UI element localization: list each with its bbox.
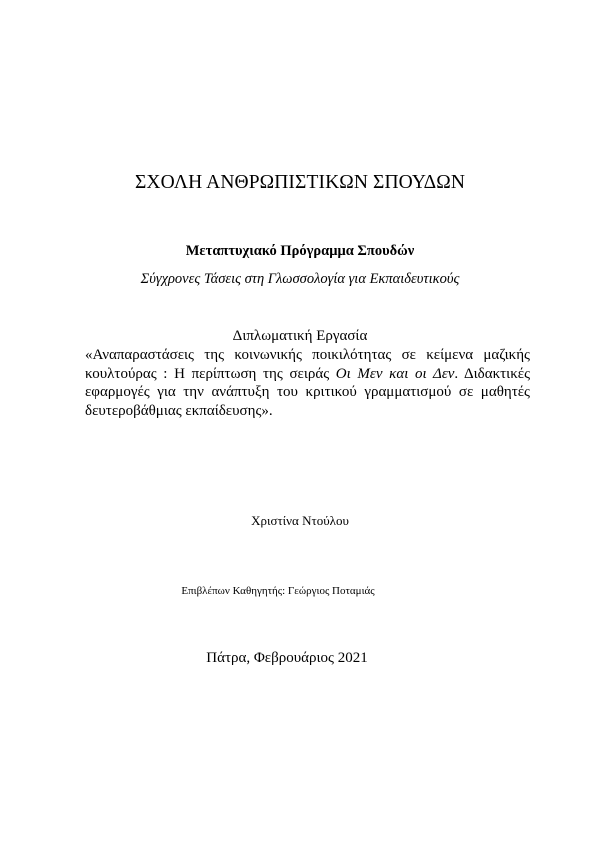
thesis-title-text: κουλτούρας : Η περίπτωση της σειράς (85, 365, 330, 382)
series-name: Οι Μεν και οι Δεν (335, 365, 455, 382)
thesis-title (85, 346, 530, 421)
thesis-title-line: δευτεροβάθμιας εκπαίδευσης». (85, 403, 273, 420)
thesis-label: Διπλωματική Εργασία (232, 328, 368, 344)
author-name: Χριστίνα Ντούλου (251, 513, 349, 528)
school-name: ΣΧΟΛΗ ΑΝΘΡΩΠΙΣΤΙΚΩΝ ΣΠΟΥΔΩΝ (134, 172, 466, 193)
thesis-title-text: . Διδακτικές (454, 365, 531, 382)
supervisor: Επιβλέπων Καθηγητής: Γεώργιος Ποταμιάς (181, 585, 375, 597)
place-date: Πάτρα, Φεβρουάριος 2021 (206, 650, 368, 666)
thesis-title-line: «Αναπαραστάσεις της κοινωνικής ποικιλότητας σε κείμενα μαζικής (85, 347, 530, 363)
program-name: Μεταπτυχιακό Πρόγραμμα Σπουδών (185, 243, 415, 259)
thesis-title-line (85, 365, 530, 384)
thesis-title-line: εφαρμογές για την ανάπτυξη του κριτικού γραμματισμού σε μαθητές (85, 384, 530, 401)
program-specialization: Σύγχρονες Τάσεις στη Γλωσσολογία για Εκπαιδευτικούς (140, 271, 460, 287)
